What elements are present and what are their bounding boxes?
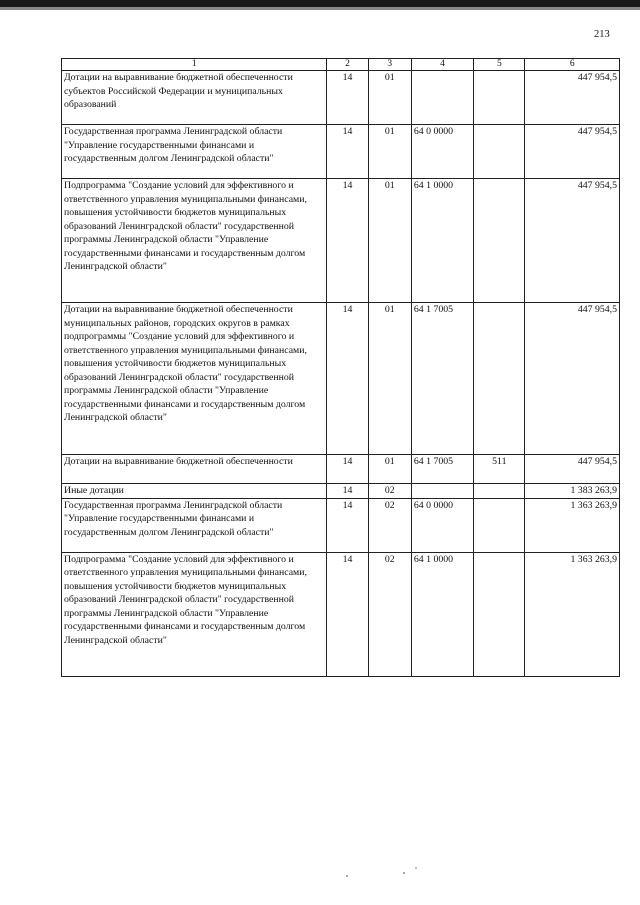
- row-subsection: 02: [368, 498, 411, 552]
- row-subsection: 01: [368, 71, 411, 125]
- row-amount: 1 363 263,9: [525, 552, 620, 676]
- row-subsection: 01: [368, 303, 411, 455]
- row-amount: 1 383 263,9: [525, 484, 620, 499]
- row-name: Подпрограмма "Создание условий для эффективного и ответственного управления муниципальными финансами, повышения устойчивости бюджетов муниципальных образований Ленинградской области" государственной программы Ленинградской области "Управление государственными финансами и государственным долгом Ленинградской области": [62, 179, 327, 303]
- row-expense-type: 511: [474, 455, 525, 484]
- row-name: Подпрограмма "Создание условий для эффективного и ответственного управления муниципальными финансами, повышения устойчивости бюджетов муниципальных образований Ленинградской области" государственной программы Ленинградской области "Управление государственными финансами и государственным долгом Ленинградской области": [62, 552, 327, 676]
- row-target-code: 64 0 0000: [411, 498, 473, 552]
- row-amount: 447 954,5: [525, 71, 620, 125]
- row-target-code: 64 1 0000: [411, 552, 473, 676]
- row-section: 14: [327, 303, 368, 455]
- column-header: 2: [327, 59, 368, 71]
- row-section: 14: [327, 71, 368, 125]
- column-header: 4: [411, 59, 473, 71]
- column-header: 3: [368, 59, 411, 71]
- row-subsection: 02: [368, 484, 411, 499]
- row-section: 14: [327, 179, 368, 303]
- row-section: 14: [327, 498, 368, 552]
- row-amount: 447 954,5: [525, 179, 620, 303]
- row-subsection: 01: [368, 125, 411, 179]
- column-header: 5: [474, 59, 525, 71]
- row-name: Дотации на выравнивание бюджетной обеспеченности: [62, 455, 327, 484]
- row-amount: 447 954,5: [525, 303, 620, 455]
- row-target-code: 64 1 7005: [411, 455, 473, 484]
- row-amount: 447 954,5: [525, 125, 620, 179]
- row-name: Иные дотации: [62, 484, 327, 499]
- row-name: Дотации на выравнивание бюджетной обеспеченности субъектов Российской Федерации и муниципальных образований: [62, 71, 327, 125]
- column-header: 1: [62, 59, 327, 71]
- row-subsection: 01: [368, 179, 411, 303]
- row-name: Государственная программа Ленинградской области "Управление государственными финансами и государственным долгом Ленинградской области": [62, 125, 327, 179]
- row-name: Государственная программа Ленинградской области "Управление государственными финансами и государственным долгом Ленинградской области": [62, 498, 327, 552]
- row-section: 14: [327, 125, 368, 179]
- row-name: Дотации на выравнивание бюджетной обеспеченности муниципальных районов, городских округов в рамках подпрограммы "Создание условий для эффективного и ответственного управления муниципальными финансами, повышения устойчивости бюджетов муниципальных образований Ленинградской области" государственной программы Ленинградской области "Управление государственными финансами и государственным долгом Ленинградской области": [62, 303, 327, 455]
- row-amount: 447 954,5: [525, 455, 620, 484]
- row-subsection: 02: [368, 552, 411, 676]
- row-target-code: 64 1 7005: [411, 303, 473, 455]
- row-target-code: 64 0 0000: [411, 125, 473, 179]
- row-target-code: 64 1 0000: [411, 179, 473, 303]
- column-header: 6: [525, 59, 620, 71]
- row-section: 14: [327, 455, 368, 484]
- row-amount: 1 363 263,9: [525, 498, 620, 552]
- page-number: 213: [594, 29, 610, 40]
- row-section: 14: [327, 484, 368, 499]
- row-subsection: 01: [368, 455, 411, 484]
- row-section: 14: [327, 552, 368, 676]
